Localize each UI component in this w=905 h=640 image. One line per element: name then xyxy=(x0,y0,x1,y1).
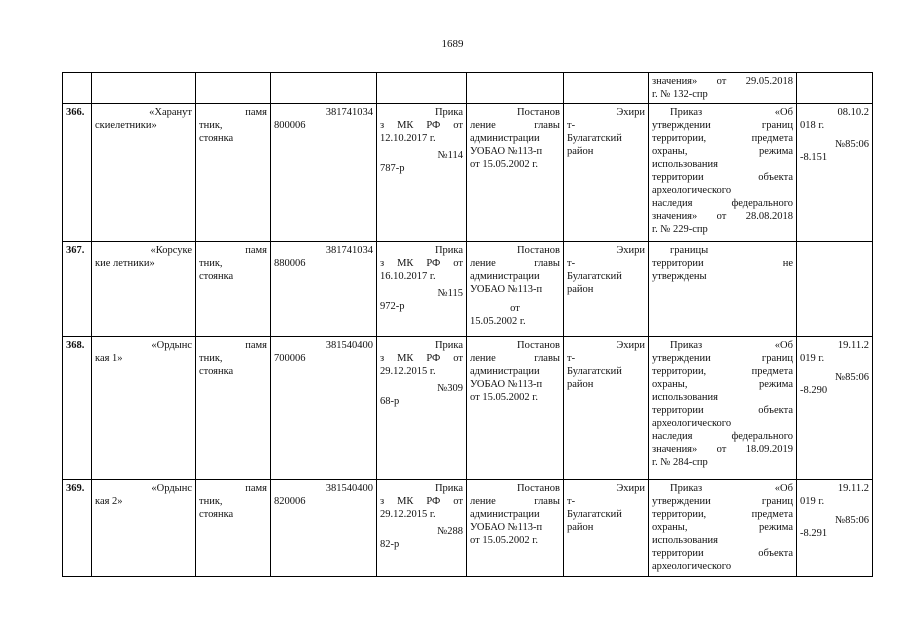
registry-code: 381741034 880006 xyxy=(271,242,377,337)
decree: Постанов ление главы администрации УОБАО №113-п от 15.05.2002 г. xyxy=(467,104,564,242)
boundary-document: Приказ «Об утверждении границ территории, предмета охраны, режима использования территории объекта археологического наследия федерального значения» от 18.09.2019 г. № 284-спр xyxy=(649,337,797,480)
doc-line: г. № 132-спр xyxy=(652,89,708,100)
location: Эхири т- Булагатский район xyxy=(564,104,649,242)
location: Эхири т- Булагатский район xyxy=(564,337,649,480)
cell-num xyxy=(63,73,92,104)
boundary-document: границы территории не утверждены xyxy=(649,242,797,337)
row-number: 369. xyxy=(63,480,92,577)
object-type: памя тник, стоянка xyxy=(196,242,271,337)
table-row xyxy=(63,242,873,337)
location: Эхири т- Булагатский район xyxy=(564,242,649,337)
registry-code: 381540400 700006 xyxy=(271,337,377,480)
page-number: 1689 xyxy=(441,38,464,50)
cell-location xyxy=(564,73,649,104)
table-row xyxy=(63,480,873,577)
cell-decree xyxy=(467,73,564,104)
registry-code: 381741034 800006 xyxy=(271,104,377,242)
cell-name xyxy=(92,73,196,104)
object-type: памя тник, стоянка xyxy=(196,480,271,577)
row-number: 368. xyxy=(63,337,92,480)
object-name: «Корсуке кие летники» xyxy=(92,242,196,337)
registry-code: 381540400 820006 xyxy=(271,480,377,577)
registration-info: 08.10.2 018 г. №85:06 -8.151 xyxy=(797,104,873,242)
ministry-order: Прика з МК РФ от 12.10.2017 г. №114 787-р xyxy=(377,104,467,242)
boundary-document: Приказ «Об утверждении границ территории, предмета охраны, режима использования территории объекта археологического наследия федерального значения» от 28.08.2018 г. № 229-спр xyxy=(649,104,797,242)
registration-info: 19.11.2 019 г. №85:06 -8.290 xyxy=(797,337,873,480)
cell-reg xyxy=(797,73,873,104)
object-name: «Ордынс кая 1» xyxy=(92,337,196,480)
doc-line: значения» от 29.05.2018 xyxy=(652,76,793,87)
object-name: «Харанут скиелетники» xyxy=(92,104,196,242)
object-type: памя тник, стоянка xyxy=(196,337,271,480)
registration-info xyxy=(797,242,873,337)
ministry-order: Прика з МК РФ от 29.12.2015 г. №288 82-р xyxy=(377,480,467,577)
heritage-registry-table xyxy=(62,72,873,577)
table-row xyxy=(63,337,873,480)
decree: Постанов ление главы администрации УОБАО №113-п от 15.05.2002 г. xyxy=(467,480,564,577)
object-type: памя тник, стоянка xyxy=(196,104,271,242)
table-row xyxy=(63,104,873,242)
cell-code xyxy=(271,73,377,104)
cell-order xyxy=(377,73,467,104)
cell-doc xyxy=(649,73,797,104)
ministry-order: Прика з МК РФ от 29.12.2015 г. №309 68-р xyxy=(377,337,467,480)
registration-info: 19.11.2 019 г. №85:06 -8.291 xyxy=(797,480,873,577)
row-number: 367. xyxy=(63,242,92,337)
decree: Постанов ление главы администрации УОБАО №113-п от 15.05.2002 г. xyxy=(467,242,564,337)
table-row-continuation xyxy=(63,73,873,104)
location: Эхири т- Булагатский район xyxy=(564,480,649,577)
row-number: 366. xyxy=(63,104,92,242)
cell-type xyxy=(196,73,271,104)
boundary-document: Приказ «Об утверждении границ территории, предмета охраны, режима использования территории объекта археологического xyxy=(649,480,797,577)
decree: Постанов ление главы администрации УОБАО №113-п от 15.05.2002 г. xyxy=(467,337,564,480)
object-name: «Ордынс кая 2» xyxy=(92,480,196,577)
ministry-order: Прика з МК РФ от 16.10.2017 г. №115 972-р xyxy=(377,242,467,337)
